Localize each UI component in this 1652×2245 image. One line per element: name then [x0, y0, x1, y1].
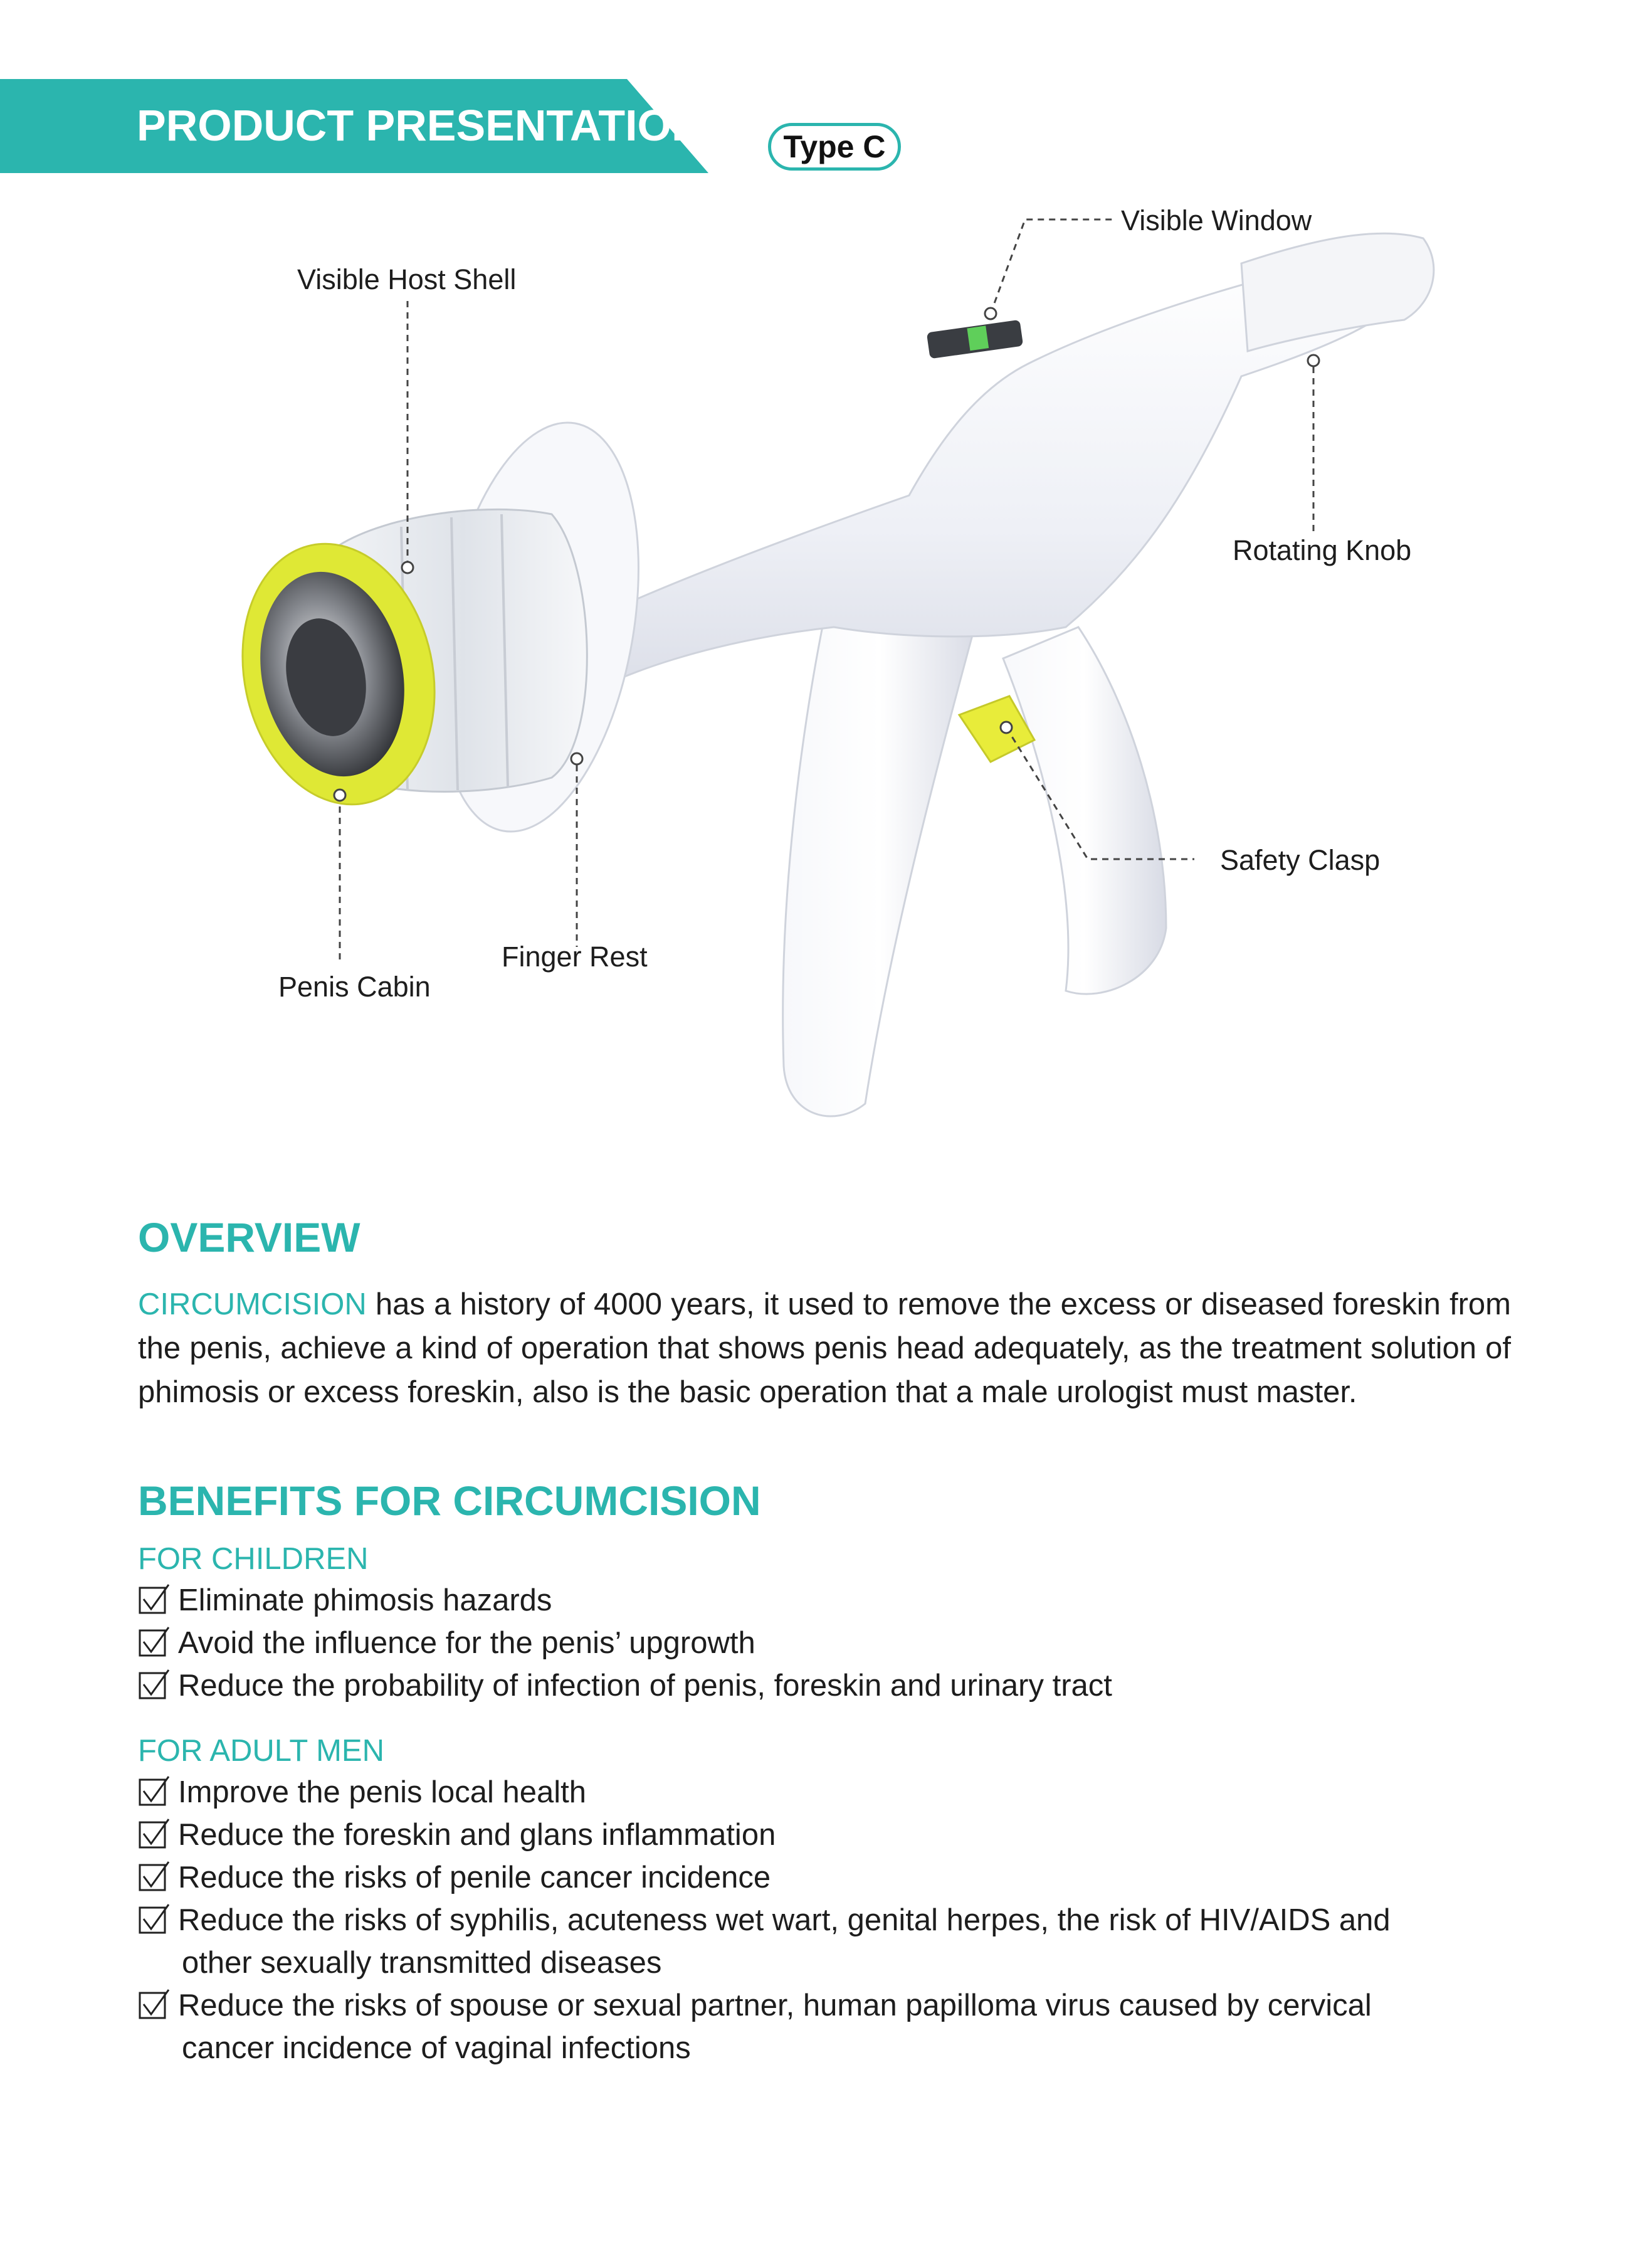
page-title: PRODUCT PRESENTATION [137, 101, 703, 150]
callout-visible-host-shell: Visible Host Shell [297, 263, 517, 295]
checkbox-icon [138, 1903, 171, 1935]
list-item: Reduce the risks of spouse or sexual partner, human papilloma virus caused by cervical cancer incidence of vaginal infections [138, 1984, 1517, 2069]
checkbox-icon [138, 1668, 171, 1701]
list-item: Reduce the risks of syphilis, acuteness wet wart, genital herpes, the risk of HIV/AIDS and other sexually transmitted diseases [138, 1899, 1517, 1984]
type-badge: Type C [768, 123, 901, 171]
list-item: Eliminate phimosis hazards [138, 1579, 1517, 1622]
checkbox-icon [138, 1775, 171, 1807]
callout-safety-clasp: Safety Clasp [1220, 844, 1381, 876]
checkbox-icon [138, 1625, 171, 1658]
list-item: Reduce the probability of infection of penis, foreskin and urinary tract [138, 1664, 1517, 1707]
overview-paragraph [138, 1282, 1511, 1414]
list-item: Reduce the risks of penile cancer incidence [138, 1856, 1517, 1899]
benefits-heading: BENEFITS FOR CIRCUMCISION [138, 1477, 761, 1524]
overview-lead: CIRCUMCISION [138, 1287, 367, 1321]
overview-text: has a history of 4000 years, it used to remove the excess or diseased foreskin from the penis, achieve a kind of operation that shows penis head adequately, as the treatment solution of phimosis or excess foreskin, also is the basic operation that a male urologist must master. [138, 1287, 1511, 1409]
list-item: Improve the penis local health [138, 1771, 1517, 1814]
header-banner [0, 79, 708, 173]
callout-finger-rest: Finger Rest [502, 941, 648, 973]
adults-subheading: FOR ADULT MEN [138, 1734, 384, 1768]
callout-rotating-knob: Rotating Knob [1233, 534, 1412, 566]
checkbox-icon [138, 1583, 171, 1615]
overview-heading: OVERVIEW [138, 1214, 360, 1260]
checkbox-icon [138, 1817, 171, 1850]
list-item: Reduce the foreskin and glans inflammation [138, 1814, 1517, 1856]
children-subheading: FOR CHILDREN [138, 1542, 369, 1576]
checkbox-icon [138, 1860, 171, 1893]
callout-visible-window: Visible Window [1121, 204, 1312, 236]
product-illustration [0, 188, 1652, 1166]
callout-penis-cabin: Penis Cabin [278, 971, 431, 1003]
list-item: Avoid the influence for the penis’ upgrowth [138, 1622, 1517, 1664]
checkbox-icon [138, 1988, 171, 2020]
